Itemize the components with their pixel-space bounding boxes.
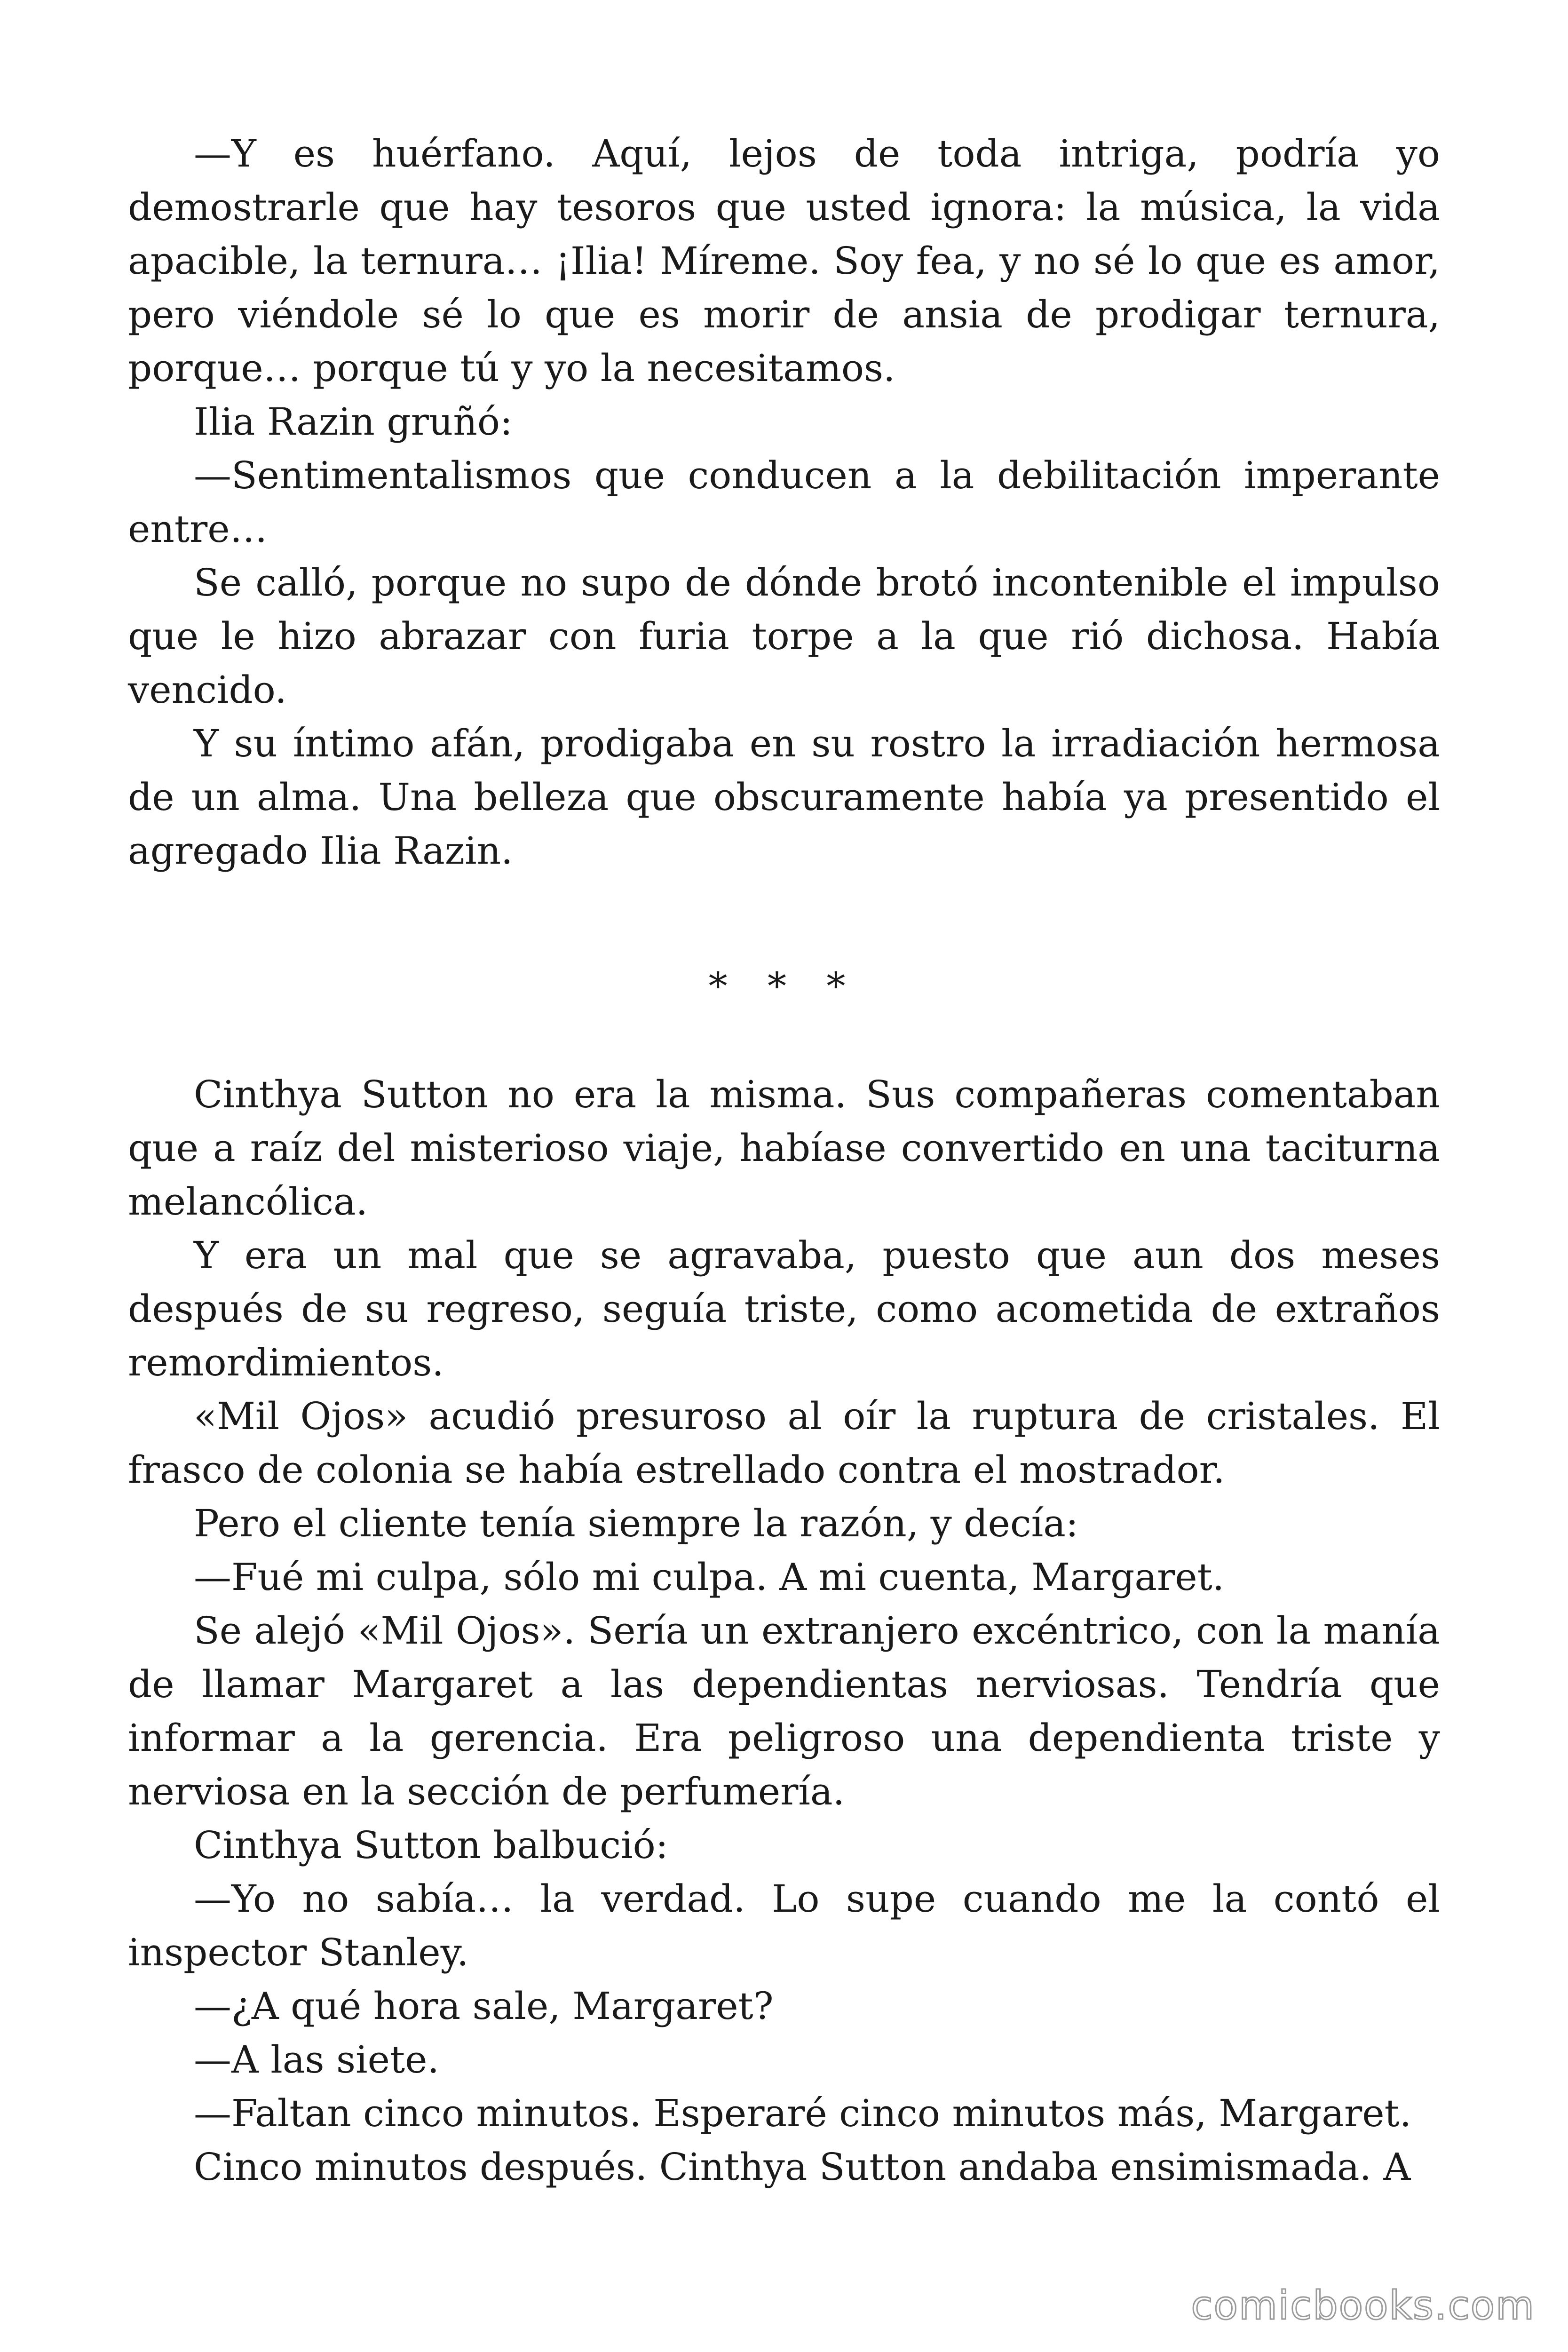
paragraph: Y era un mal que se agravaba, puesto que aun dos meses después de su regreso, seguía triste, como acometida de extraños remordimientos.	[128, 1233, 1440, 1384]
paragraph: —Sentimentalismos que conducen a la debilitación imperante entre…	[128, 453, 1440, 551]
paragraph: Y su íntimo afán, prodigaba en su rostro la irradiación hermosa de un alma. Una belleza que obscuramente había ya presentido el agregado Ilia Razin.	[128, 722, 1440, 873]
paragraph: —Fué mi culpa, sólo mi culpa. A mi cuenta, Margaret.	[194, 1555, 1225, 1599]
paragraph: Ilia Razin gruñó:	[194, 400, 513, 444]
paragraph: Se alejó «Mil Ojos». Sería un extranjero excéntrico, con la manía de llamar Margaret a las dependientas nerviosas. Tendría que informar a la gerencia. Era peligroso una dependienta triste y nerviosa en la sección de perfumería.	[128, 1609, 1440, 1813]
text-block-top	[128, 127, 1440, 878]
paragraph: —Y es huérfano. Aquí, lejos de toda intriga, podría yo demostrarle que hay tesoros que usted ignora: la música, la vida apacible, la ternura… ¡Ilia! Míreme. Soy fea, y no sé lo que es amor, pero viéndole sé lo que es morir de ansia de prodigar ternura, porque… porque tú y yo la necesitamos.	[128, 132, 1440, 390]
paragraph: Se calló, porque no supo de dónde brotó incontenible el impulso que le hizo abrazar con furia torpe a la que rió dichosa. Había vencido.	[128, 561, 1440, 712]
paragraph: —A las siete.	[194, 2038, 439, 2082]
paragraph: Cinthya Sutton balbució:	[194, 1823, 668, 1867]
paragraph: Cinthya Sutton no era la misma. Sus compañeras comentaban que a raíz del misterioso viaje, habíase convertido en una taciturna melancólica.	[128, 1073, 1440, 1224]
paragraph: «Mil Ojos» acudió presuroso al oír la ruptura de cristales. El frasco de colonia se había estrellado contra el mostrador.	[128, 1394, 1440, 1492]
paragraph: Pero el cliente tenía siempre la razón, y decía:	[194, 1502, 1078, 1545]
paragraph: —Faltan cinco minutos. Esperaré cinco minutos más, Margaret.	[194, 2091, 1412, 2135]
watermark-logo: comicbooks.com	[1191, 2282, 1535, 2328]
paragraph: —Yo no sabía… la verdad. Lo supe cuando me la contó el inspector Stanley.	[128, 1877, 1440, 1974]
paragraph: —¿A qué hora sale, Margaret?	[194, 1984, 774, 2028]
section-separator: * * *	[708, 964, 860, 1008]
text-block-bottom	[128, 1068, 1440, 2194]
paragraph: Cinco minutos después. Cinthya Sutton andaba ensimismada. A	[194, 2145, 1411, 2189]
